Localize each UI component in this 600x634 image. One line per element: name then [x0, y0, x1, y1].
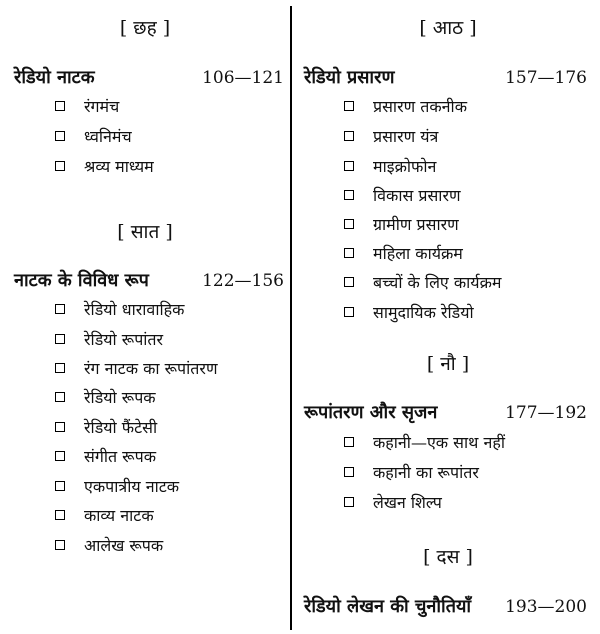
list-item [344, 461, 594, 485]
checkbox-icon [344, 277, 354, 287]
checkbox-icon [344, 307, 354, 317]
chapter-heading [14, 66, 284, 90]
list-item-label: ध्वनिमंच [84, 127, 132, 146]
page-range: 157—176 [505, 68, 587, 88]
section-label: [ दस ] [423, 546, 473, 568]
list-item [55, 386, 285, 410]
list-item [55, 125, 285, 149]
chapter-heading [14, 269, 284, 293]
chapter-title: रूपांतरण और सृजन [304, 402, 438, 423]
list-item [344, 431, 594, 455]
list-item [344, 213, 594, 237]
list-item-label: काव्य नाटक [84, 506, 154, 525]
list-item-label: ग्रामीण प्रसारण [373, 215, 459, 234]
chapter-title: रेडियो प्रसारण [304, 67, 395, 88]
list-item-label: विकास प्रसारण [373, 186, 461, 205]
list-item [55, 357, 285, 381]
list-item-label: महिला कार्यक्रम [373, 244, 463, 263]
list-item-label: लेखन शिल्प [373, 493, 442, 512]
page-range: 177—192 [505, 403, 587, 423]
chapter-heading [304, 66, 587, 90]
list-item [55, 475, 285, 499]
checkbox-icon [344, 497, 354, 507]
page-range: 106—121 [202, 68, 284, 88]
list-item-label: रेडियो धारावाहिक [84, 300, 185, 319]
checkbox-icon [55, 422, 65, 432]
list-item-label: सामुदायिक रेडियो [373, 303, 474, 322]
section-label: [ छह ] [119, 17, 171, 39]
chapter-heading [304, 595, 587, 619]
checkbox-icon [55, 334, 65, 344]
checkbox-icon [344, 219, 354, 229]
checkbox-icon [55, 101, 65, 111]
list-item-label: एकपात्रीय नाटक [84, 477, 180, 496]
list-item [55, 445, 285, 469]
list-item-label: रंगमंच [84, 97, 120, 116]
list-item [344, 125, 594, 149]
list-item [344, 301, 594, 325]
list-item-label: श्रव्य माध्यम [84, 157, 154, 176]
page-range: 193—200 [505, 597, 587, 617]
list-item [55, 155, 285, 179]
checkbox-icon [344, 131, 354, 141]
list-item-label: कहानी—एक साथ नहीं [373, 433, 505, 452]
checkbox-icon [344, 437, 354, 447]
list-item-label: रेडियो रूपांतर [84, 330, 164, 349]
checkbox-icon [55, 161, 65, 171]
list-item-label: प्रसारण यंत्र [373, 127, 439, 146]
list-item [55, 534, 285, 558]
section-label: [ आठ ] [419, 17, 477, 39]
chapter-heading [304, 401, 587, 425]
checkbox-icon [55, 451, 65, 461]
list-item [55, 328, 285, 352]
list-item [344, 184, 594, 208]
list-item [55, 416, 285, 440]
checkbox-icon [344, 467, 354, 477]
checkbox-icon [344, 101, 354, 111]
chapter-title: रेडियो लेखन की चुनौतियाँ [304, 596, 472, 617]
checkbox-icon [55, 540, 65, 550]
checkbox-icon [55, 131, 65, 141]
list-item-label: बच्चों के लिए कार्यक्रम [373, 273, 502, 292]
checkbox-icon [55, 392, 65, 402]
checkbox-icon [55, 510, 65, 520]
section-label: [ सात ] [117, 221, 173, 243]
list-item-label: कहानी का रूपांतर [373, 463, 479, 482]
list-item [344, 491, 594, 515]
list-item [344, 242, 594, 266]
list-item-label: रंग नाटक का रूपांतरण [84, 359, 218, 378]
checkbox-icon [55, 363, 65, 373]
column-divider [290, 6, 292, 630]
checkbox-icon [344, 161, 354, 171]
chapter-title: नाटक के विविध रूप [14, 270, 149, 291]
list-item [344, 155, 594, 179]
list-item [55, 95, 285, 119]
list-item-label: संगीत रूपक [84, 447, 156, 466]
section-label: [ नौ ] [426, 353, 470, 375]
chapter-title: रेडियो नाटक [14, 67, 95, 88]
list-item-label: रेडियो रूपक [84, 388, 156, 407]
list-item-label: आलेख रूपक [84, 536, 164, 555]
checkbox-icon [344, 248, 354, 258]
page-range: 122—156 [202, 271, 284, 291]
list-item-label: माइक्रोफोन [373, 157, 437, 176]
list-item [344, 271, 594, 295]
list-item-label: रेडियो फैंटेसी [84, 418, 158, 437]
list-item [55, 504, 285, 528]
list-item [55, 298, 285, 322]
checkbox-icon [55, 481, 65, 491]
list-item [344, 95, 594, 119]
list-item-label: प्रसारण तकनीक [373, 97, 467, 116]
checkbox-icon [344, 190, 354, 200]
checkbox-icon [55, 304, 65, 314]
